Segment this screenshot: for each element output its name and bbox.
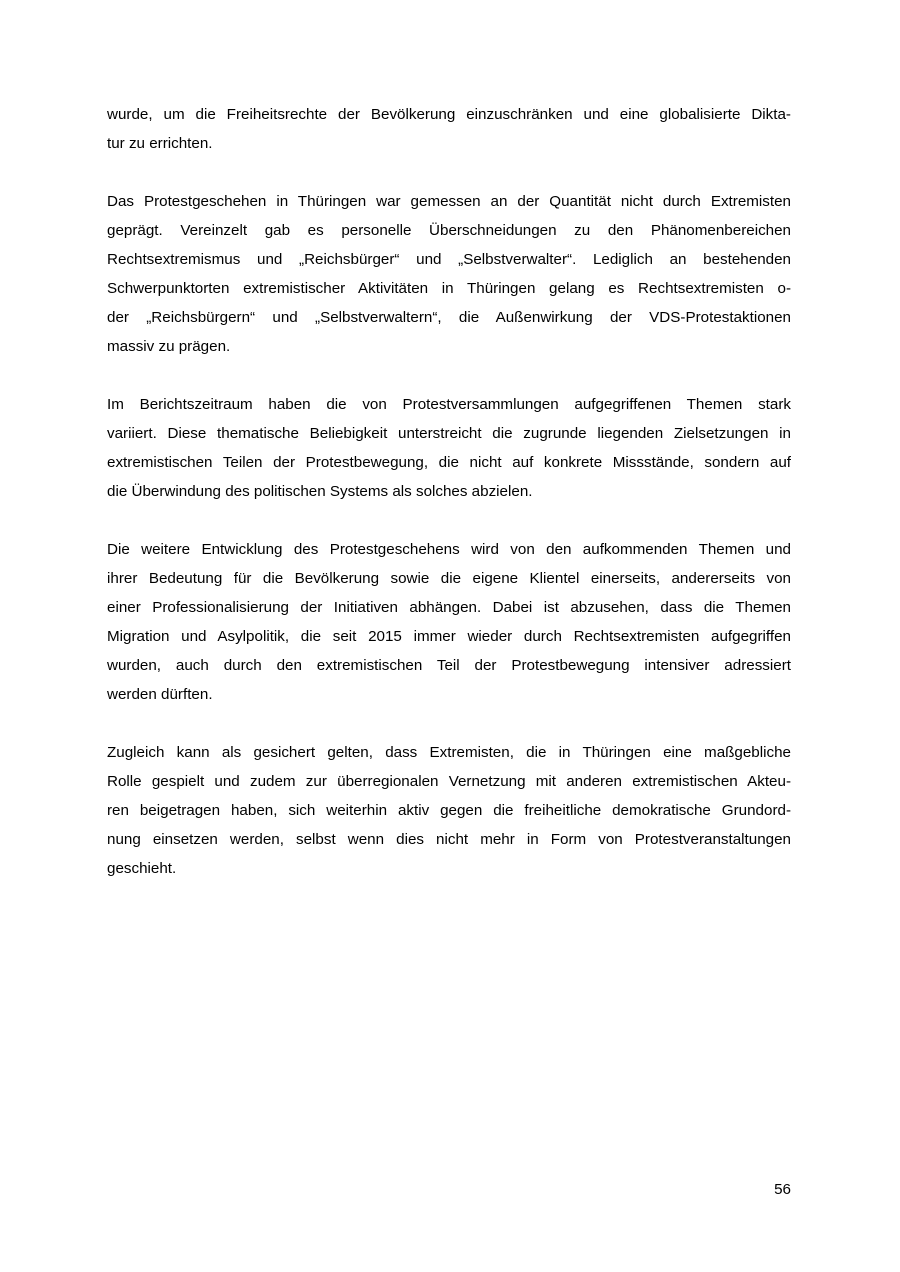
paragraph — [107, 100, 791, 158]
text-line: Schwerpunktorten extremistischer Aktivitäten in Thüringen gelang es Rechtsextremisten o- — [107, 280, 791, 297]
text-line: Zugleich kann als gesichert gelten, dass Extremisten, die in Thüringen eine maßgebliche — [107, 744, 791, 761]
text-line: Migration und Asylpolitik, die seit 2015 immer wieder durch Rechtsextremisten aufgegriffen — [107, 628, 791, 645]
text-line: ren beigetragen haben, sich weiterhin aktiv gegen die freiheitliche demokratische Grundord- — [107, 802, 791, 819]
text-line: werden dürften. — [107, 686, 213, 703]
text-line: nung einsetzen werden, selbst wenn dies nicht mehr in Form von Protestveranstaltungen — [107, 831, 791, 848]
paragraph — [107, 535, 791, 709]
text-line: variiert. Diese thematische Beliebigkeit unterstreicht die zugrunde liegenden Zielsetzungen in — [107, 425, 791, 442]
paragraph — [107, 187, 791, 361]
text-line: geprägt. Vereinzelt gab es personelle Überschneidungen zu den Phänomenbereichen — [107, 222, 791, 239]
text-line: einer Professionalisierung der Initiativen abhängen. Dabei ist abzusehen, dass die Themen — [107, 599, 791, 616]
paragraph — [107, 738, 791, 883]
text-line: wurden, auch durch den extremistischen Teil der Protestbewegung intensiver adressiert — [107, 657, 791, 674]
text-line: Die weitere Entwicklung des Protestgeschehens wird von den aufkommenden Themen und — [107, 541, 791, 558]
paragraph — [107, 390, 791, 506]
text-line: geschieht. — [107, 860, 177, 877]
text-line: Das Protestgeschehen in Thüringen war gemessen an der Quantität nicht durch Extremisten — [107, 193, 791, 210]
body-text — [107, 100, 791, 912]
text-line: wurde, um die Freiheitsrechte der Bevölkerung einzuschränken und eine globalisierte Dikta- — [107, 106, 791, 123]
text-line: die Überwindung des politischen Systems als solches abzielen. — [107, 483, 533, 500]
text-line: extremistischen Teilen der Protestbewegung, die nicht auf konkrete Missstände, sondern auf — [107, 454, 791, 471]
text-line: massiv zu prägen. — [107, 338, 231, 355]
text-line: Rechtsextremismus und „Reichsbürger“ und „Selbstverwalter“. Lediglich an bestehenden — [107, 251, 791, 268]
text-line: der „Reichsbürgern“ und „Selbstverwaltern“, die Außenwirkung der VDS-Protestaktionen — [107, 309, 791, 326]
text-line: tur zu errichten. — [107, 135, 213, 152]
text-line: Im Berichtszeitraum haben die von Protestversammlungen aufgegriffenen Themen stark — [107, 396, 791, 413]
text-line: ihrer Bedeutung für die Bevölkerung sowie die eigene Klientel einerseits, andererseits von — [107, 570, 791, 587]
page-number: 56 — [774, 1181, 791, 1198]
text-line: Rolle gespielt und zudem zur überregionalen Vernetzung mit anderen extremistischen Akteu- — [107, 773, 791, 790]
